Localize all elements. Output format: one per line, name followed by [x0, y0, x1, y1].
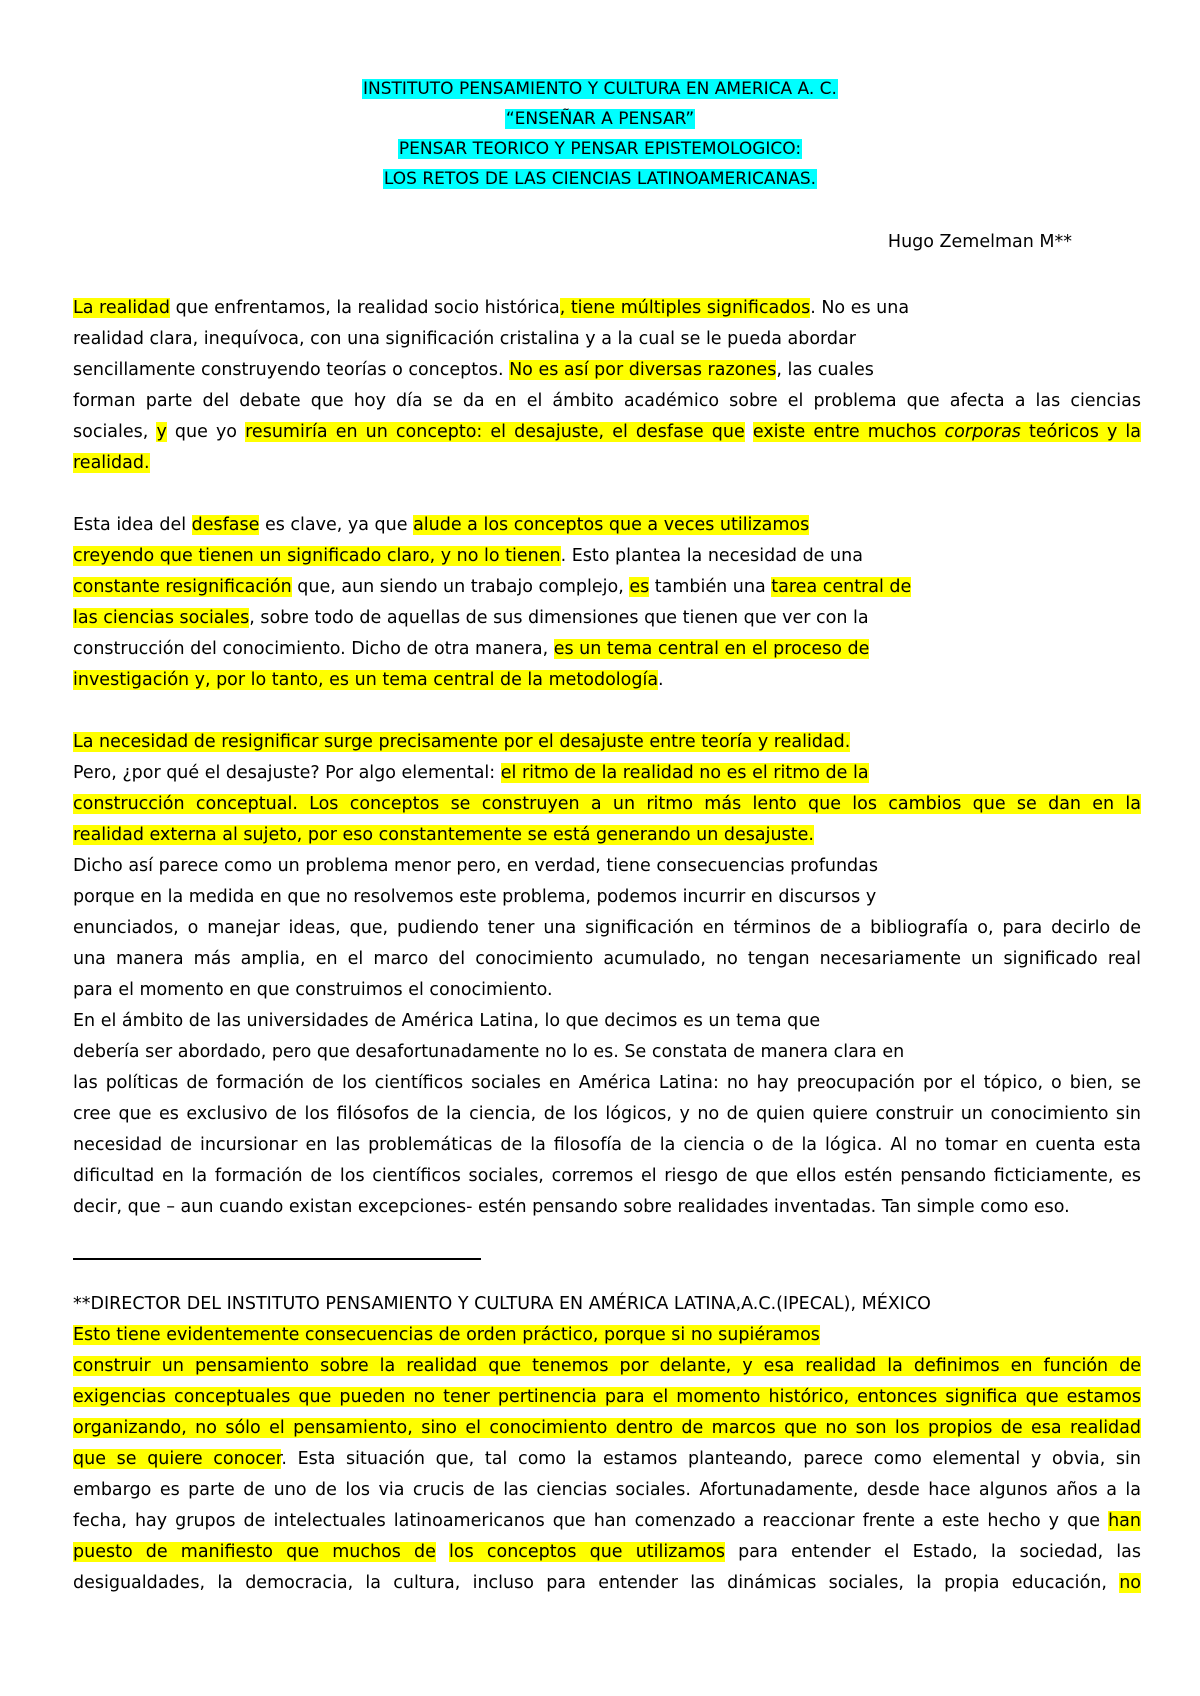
text-line — [73, 1192, 1070, 1223]
highlighted-text: constante resignificación — [73, 577, 292, 597]
text-segment: . Esta situación que, tal como la estamos planteando, parece como elemental y obvia, sin — [281, 1449, 1142, 1469]
text-segment: que, aun siendo un trabajo complejo, — [291, 577, 630, 597]
text-segment: , sobre todo de aquellas de sus dimensiones que tienen que ver con la — [249, 608, 869, 628]
text-line — [73, 355, 874, 386]
highlighted-text: puesto de manifiesto que muchos de — [73, 1542, 436, 1562]
highlighted-text: los conceptos que utilizamos — [449, 1542, 726, 1562]
text-line — [73, 1130, 1141, 1161]
text-line — [73, 1382, 1141, 1413]
text-segment: . Esto plantea la necesidad de una — [560, 546, 863, 566]
text-segment: cree que es exclusivo de los filósofos de la ciencia, de los lógicos, y no de quien quiere construir un conocimiento sin — [73, 1104, 1141, 1124]
text-segment: . — [658, 670, 664, 690]
text-line — [73, 1506, 1141, 1537]
highlighted-text: es un tema central en el proceso de — [553, 639, 870, 659]
text-line — [73, 448, 150, 479]
highlighted-text: construir un pensamiento sobre la realidad que tenemos por delante, y esa realidad la definimos en función de — [73, 1356, 1141, 1376]
text-segment: debería ser abordado, pero que desafortunadamente no lo es. Se constata de manera clara en — [73, 1042, 905, 1062]
text-line — [73, 510, 809, 541]
highlighted-text: las ciencias sociales — [73, 608, 250, 628]
text-line — [73, 975, 553, 1006]
highlighted-text: desfase — [191, 515, 260, 535]
text-segment: para entender el Estado, la sociedad, las — [725, 1542, 1141, 1562]
footnote: **DIRECTOR DEL INSTITUTO PENSAMIENTO Y CULTURA EN AMÉRICA LATINA,A.C.(IPECAL), MÉXICO — [73, 1294, 931, 1314]
paper-subtitle: LOS RETOS DE LAS CIENCIAS LATINOAMERICANAS. — [383, 169, 817, 189]
text-line — [73, 1006, 820, 1037]
text-line — [73, 634, 869, 665]
text-line — [73, 789, 1141, 820]
text-segment: realidad clara, inequívoca, con una significación cristalina y a la cual se le pueda abordar — [73, 329, 856, 349]
text-line — [73, 851, 878, 882]
highlighted-text: , tiene múltiples significados — [559, 298, 811, 318]
text-line — [73, 324, 856, 355]
text-segment: sencillamente construyendo teorías o conceptos. — [73, 360, 510, 380]
highlighted-text: tarea central de — [771, 577, 912, 597]
text-line — [73, 386, 1141, 417]
text-segment: En el ámbito de las universidades de América Latina, lo que decimos es un tema que — [73, 1011, 821, 1031]
slogan-title: “ENSEÑAR A PENSAR” — [505, 109, 695, 129]
highlighted-text: el ritmo de la realidad no es el ritmo de la — [500, 763, 869, 783]
text-line — [73, 1413, 1141, 1444]
text-segment: que enfrentamos, la realidad socio histórica — [170, 298, 560, 318]
text-segment: una manera más amplia, en el marco del conocimiento acumulado, no tengan necesariamente un significado real — [73, 949, 1141, 969]
footnote-separator — [73, 1258, 481, 1260]
text-segment — [436, 1542, 449, 1562]
text-segment: es clave, ya que — [259, 515, 414, 535]
text-line — [73, 913, 1141, 944]
highlighted-text: creyendo que tienen un significado claro, y no lo tienen — [73, 546, 561, 566]
text-segment: Pero, ¿por qué el desajuste? Por algo elemental: — [73, 763, 501, 783]
paper-title: PENSAR TEORICO Y PENSAR EPISTEMOLOGICO: — [398, 139, 802, 159]
text-line — [73, 293, 909, 324]
text-segment: Esta idea del — [73, 515, 192, 535]
text-line — [73, 820, 814, 851]
text-segment: porque en la medida en que no resolvemos este problema, podemos incurrir en discursos y — [73, 887, 877, 907]
text-line — [73, 1320, 820, 1351]
text-line — [73, 665, 664, 696]
text-segment: sociales, — [73, 422, 157, 442]
text-segment: fecha, hay grupos de intelectuales latinoamericanos que han comenzado a reaccionar frente a este hecho y que — [73, 1511, 1109, 1531]
text-segment: . No es una — [810, 298, 910, 318]
text-line — [73, 541, 863, 572]
highlighted-text: organizando, no sólo el pensamiento, sino el conocimiento dentro de marcos que no son los propios de esa realidad — [73, 1418, 1141, 1438]
highlighted-text: No es así por diversas razones — [509, 360, 777, 380]
text-line — [73, 944, 1141, 975]
highlighted-text: realidad externa al sujeto, por eso constantemente se está generando un desajuste. — [73, 825, 814, 845]
highlighted-text: no — [1119, 1573, 1141, 1593]
text-line — [73, 417, 1141, 448]
text-line — [73, 572, 911, 603]
text-line — [73, 882, 876, 913]
text-line — [73, 603, 869, 634]
highlighted-text: teóricos y la — [1020, 422, 1141, 442]
text-segment: embargo es parte de uno de los via crucis de las ciencias sociales. Afortunadamente, desde hace algunos años a la — [73, 1480, 1141, 1500]
text-line — [73, 1037, 904, 1068]
highlighted-text: construcción conceptual. Los conceptos se construyen a un ritmo más lento que los cambios que se dan en la — [73, 794, 1141, 814]
highlighted-text: resumiría en un concepto: el desajuste, el desfase que — [245, 422, 745, 442]
text-line — [73, 1537, 1141, 1568]
text-segment: , las cuales — [776, 360, 874, 380]
text-line — [73, 1475, 1141, 1506]
text-segment: necesidad de incursionar en las problemáticas de la filosofía de la ciencia o de la lógica. Al no tomar en cuenta esta — [73, 1135, 1141, 1155]
text-segment: dificultad en la formación de los científicos sociales, corremos el riesgo de que ellos estén pensando ficticiamente, es — [73, 1166, 1141, 1186]
highlighted-text: exigencias conceptuales que pueden no tener pertinencia para el momento histórico, entonces significa que estamos — [73, 1387, 1141, 1407]
text-segment: Dicho así parece como un problema menor pero, en verdad, tiene consecuencias profundas — [73, 856, 879, 876]
highlighted-text: que se quiere conocer — [73, 1449, 282, 1469]
institute-title: INSTITUTO PENSAMIENTO Y CULTURA EN AMERICA A. C. — [363, 79, 837, 99]
text-line — [73, 1351, 1141, 1382]
highlighted-text: La realidad — [73, 298, 171, 318]
highlighted-text: corporas — [944, 422, 1021, 442]
highlighted-text: han — [1108, 1511, 1141, 1531]
text-line — [73, 1444, 1141, 1475]
text-line — [73, 758, 869, 789]
text-segment: también una — [649, 577, 772, 597]
text-segment: que yo — [166, 422, 246, 442]
text-segment: forman parte del debate que hoy día se da en el ámbito académico sobre el problema que afecta a las ciencias — [73, 391, 1141, 411]
text-segment: para el momento en que construimos el conocimiento. — [73, 980, 553, 1000]
text-line — [73, 1161, 1141, 1192]
highlighted-text: alude a los conceptos que a veces utilizamos — [413, 515, 810, 535]
text-segment: enunciados, o manejar ideas, que, pudiendo tener una significación en términos de a bibliografía o, para decirlo de — [73, 918, 1141, 938]
highlighted-text: realidad. — [73, 453, 150, 473]
highlighted-text: existe entre muchos — [752, 422, 945, 442]
author-name: Hugo Zemelman M** — [887, 232, 1072, 252]
text-line — [73, 727, 850, 758]
highlighted-text: es — [629, 577, 650, 597]
text-line — [73, 1099, 1141, 1130]
highlighted-text: y — [156, 422, 167, 442]
text-line — [73, 1068, 1141, 1099]
text-line — [73, 1568, 1141, 1599]
highlighted-text: La necesidad de resignificar surge precisamente por el desajuste entre teoría y realidad. — [73, 732, 851, 752]
highlighted-text: Esto tiene evidentemente consecuencias de orden práctico, porque si no supiéramos — [73, 1325, 820, 1345]
text-segment: las políticas de formación de los científicos sociales en América Latina: no hay preocupación por el tópico, o bien, se — [73, 1073, 1141, 1093]
text-segment: desigualdades, la democracia, la cultura, incluso para entender las dinámicas sociales, la propia educación, — [73, 1573, 1120, 1593]
text-segment: construcción del conocimiento. Dicho de otra manera, — [73, 639, 554, 659]
text-segment: decir, que – aun cuando existan excepciones- estén pensando sobre realidades inventadas. Tan simple como eso. — [73, 1197, 1070, 1217]
highlighted-text: investigación y, por lo tanto, es un tema central de la metodología — [73, 670, 659, 690]
text-segment — [745, 422, 753, 442]
